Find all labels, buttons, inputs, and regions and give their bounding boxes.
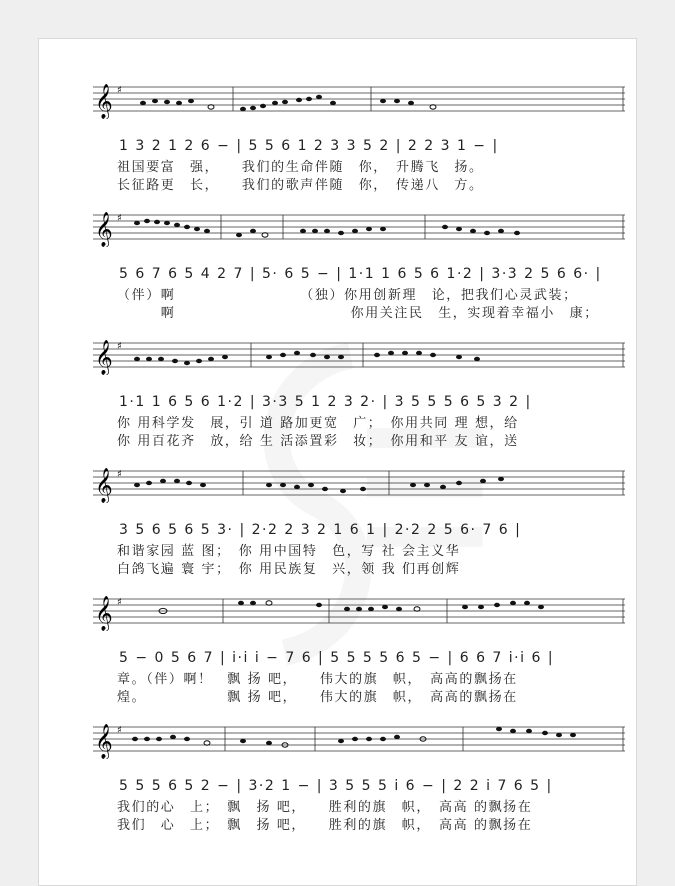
jianpu-line: 5 6 7 6 5 4 2 7 | 5· 6 5 − | 1·1 1 6 5 6 1·2 | 3·3 2 5 6 6· | xyxy=(119,266,602,282)
lyric-verse-1: 章。（伴）啊！ 飘 扬 吧， 伟大的旗 帜， 高高的飘扬在 xyxy=(117,672,518,687)
staff xyxy=(93,207,625,247)
lyric-verse-1: （伴）啊 （独）你用创新理 论，把我们心灵武装； xyxy=(117,288,578,303)
lyric-verse-1: 你 用科学发 展，引 道 路加更宽 广； 你用共同 理 想，给 xyxy=(117,416,519,431)
svg-text:𝄞: 𝄞 xyxy=(95,468,113,503)
staff xyxy=(93,79,625,119)
svg-text:𝄞: 𝄞 xyxy=(95,84,113,119)
staff xyxy=(93,591,625,631)
jianpu-line: 5 5 5 6 5 2 − | 3·2 1 − | 3 5 5 5 i 6 − | 2 2 i 7 6 5 | xyxy=(119,778,553,794)
jianpu-line: 1·1 1 6 5 6 1·2 | 3·3 5 1 2 3 2· | 3 5 5 5 6 5 3 2 | xyxy=(119,394,532,410)
lyric-verse-2: 你 用百花齐 放，给 生 活添置彩 妆； 你用和平 友 谊，送 xyxy=(117,434,519,449)
svg-text:𝄞: 𝄞 xyxy=(95,724,113,759)
lyric-verse-1: 我们的心 上； 飘 扬 吧， 胜利的旗 帜， 高高 的飘扬在 xyxy=(117,800,533,815)
lyric-verse-1: 祖国要富 强， 我们的生命伴随 你， 升腾飞 扬。 xyxy=(117,160,484,175)
svg-text:♯: ♯ xyxy=(117,597,122,608)
svg-text:♯: ♯ xyxy=(117,341,122,352)
lyric-verse-2: 啊 你用关注民 生，实现着幸福小 康； xyxy=(117,306,599,321)
svg-text:𝄞: 𝄞 xyxy=(95,340,113,375)
lyric-verse-2: 长征路更 长， 我们的歌声伴随 你， 传递八 方。 xyxy=(117,178,484,193)
staff xyxy=(93,463,625,503)
lyric-verse-2: 白鸽飞遍 寰 宇； 你 用民族复 兴，领 我 们再创辉 xyxy=(117,562,461,577)
jianpu-line: 1 3 2 1 2 6 − | 5 5 6 1 2 3 3 5 2 | 2 2 3 1 − | xyxy=(119,138,499,154)
svg-text:♯: ♯ xyxy=(117,725,122,736)
svg-text:♯: ♯ xyxy=(117,469,122,480)
lyric-verse-2: 煌。 飘 扬 吧， 伟大的旗 帜， 高高的飘扬在 xyxy=(117,690,518,705)
svg-text:♯: ♯ xyxy=(117,85,122,96)
lyric-verse-1: 和谐家园 蓝 图； 你 用中国特 色，写 社 会主义华 xyxy=(117,544,461,559)
svg-text:♯: ♯ xyxy=(117,213,122,224)
staff xyxy=(93,719,625,759)
score-page xyxy=(38,38,637,886)
jianpu-line: 5 − 0 5 6 7 | i·i i − 7 6 | 5 5 5 5 6 5 − | 6 6 7 i·i 6 | xyxy=(119,650,555,666)
svg-text:𝄞: 𝄞 xyxy=(95,212,113,247)
svg-text:𝄞: 𝄞 xyxy=(95,596,113,631)
staff xyxy=(93,335,625,375)
lyric-verse-2: 我们 心 上； 飘 扬 吧， 胜利的旗 帜， 高高 的飘扬在 xyxy=(117,818,533,833)
jianpu-line: 3 5 6 5 6 5 3· | 2·2 2 3 2 1 6 1 | 2·2 2 5 6· 7 6 | xyxy=(119,522,522,538)
